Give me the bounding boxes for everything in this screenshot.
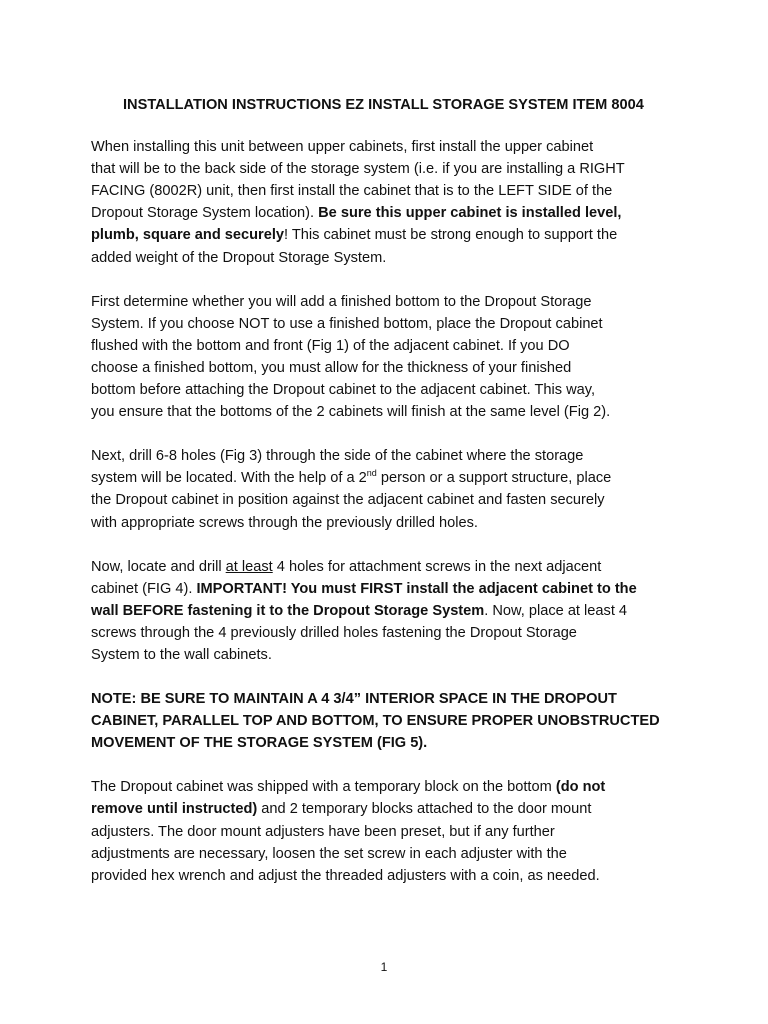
note-paragraph: [91, 688, 691, 754]
text-line: When installing this unit between upper cabinets, first install the upper cabinet: [91, 139, 594, 156]
text-line: added weight of the Dropout Storage System.: [91, 249, 387, 266]
bold-text: (do not: [555, 779, 606, 796]
paragraph-attachment-screws: [91, 556, 691, 666]
text-line: that will be to the back side of the storage system (i.e. if you are installing a RIGHT: [91, 161, 625, 178]
text-segment: 4 holes for attachment screws in the next adjacent: [272, 558, 602, 575]
text-line: [91, 556, 691, 578]
text-line: the Dropout cabinet in position against the adjacent cabinet and fasten securely: [91, 492, 605, 509]
text-line: [91, 776, 691, 798]
text-line: adjusters. The door mount adjusters have been preset, but if any further: [91, 823, 555, 840]
bold-text: remove until instructed): [91, 801, 258, 818]
text-line: [91, 600, 691, 622]
paragraph-cabinet-install: [91, 136, 691, 269]
text-segment: . Now, place at least 4: [484, 602, 628, 619]
bold-text: wall BEFORE fastening it to the Dropout Storage System: [91, 602, 485, 619]
bold-text: Be sure this upper cabinet is installed level,: [318, 205, 622, 222]
text-segment: The Dropout cabinet was shipped with a temporary block on the bottom: [91, 779, 556, 796]
text-line: screws through the 4 previously drilled holes fastening the Dropout Storage: [91, 624, 577, 641]
text-line: System. If you choose NOT to use a finished bottom, place the Dropout cabinet: [91, 315, 603, 332]
text-line: MOVEMENT OF THE STORAGE SYSTEM (FIG 5).: [91, 735, 428, 752]
superscript-text: nd: [366, 468, 377, 479]
text-line: System to the wall cabinets.: [91, 646, 272, 663]
page-number: 1: [380, 960, 388, 974]
document-body: [91, 94, 691, 909]
text-line: provided hex wrench and adjust the threaded adjusters with a coin, as needed.: [91, 867, 600, 884]
text-segment: person or a support structure, place: [376, 470, 612, 487]
bold-text: plumb, square and securely: [91, 227, 285, 244]
text-segment: ! This cabinet must be strong enough to support the: [284, 227, 618, 244]
text-line: [91, 202, 691, 224]
text-line: you ensure that the bottoms of the 2 cabinets will finish at the same level (Fig 2).: [91, 404, 611, 421]
bold-text: IMPORTANT! You must FIRST install the adjacent cabinet to the: [196, 580, 637, 597]
text-line: with appropriate screws through the previously drilled holes.: [91, 514, 478, 531]
text-line: [91, 578, 691, 600]
text-line: bottom before attaching the Dropout cabinet to the adjacent cabinet. This way,: [91, 382, 596, 399]
paragraph-finished-bottom: [91, 291, 691, 424]
document-title: INSTALLATION INSTRUCTIONS EZ INSTALL STORAGE SYSTEM ITEM 8004: [123, 97, 644, 113]
text-line: flushed with the bottom and front (Fig 1) of the adjacent cabinet. If you DO: [91, 337, 570, 354]
text-line: [91, 224, 691, 246]
text-segment: and 2 temporary blocks attached to the door mount: [257, 801, 592, 818]
paragraph-drill-holes: [91, 445, 691, 533]
text-line: Next, drill 6-8 holes (Fig 3) through the side of the cabinet where the storage: [91, 448, 584, 465]
text-segment: Dropout Storage System location).: [91, 205, 319, 222]
paragraph-temporary-blocks: [91, 776, 691, 886]
text-line: NOTE: BE SURE TO MAINTAIN A 4 3/4” INTERIOR SPACE IN THE DROPOUT: [91, 691, 617, 708]
text-line: adjustments are necessary, loosen the set screw in each adjuster with the: [91, 845, 567, 862]
text-segment: system will be located. With the help of a 2: [91, 470, 367, 487]
text-line: choose a finished bottom, you must allow for the thickness of your finished: [91, 359, 572, 376]
text-line: First determine whether you will add a finished bottom to the Dropout Storage: [91, 293, 592, 310]
text-line: [91, 467, 691, 489]
text-line: FACING (8002R) unit, then first install the cabinet that is to the LEFT SIDE of the: [91, 183, 613, 200]
text-line: CABINET, PARALLEL TOP AND BOTTOM, TO ENSURE PROPER UNOBSTRUCTED: [91, 713, 660, 730]
text-segment: cabinet (FIG 4).: [91, 580, 197, 597]
text-segment: Now, locate and drill: [91, 558, 226, 575]
underlined-text: at least: [225, 558, 273, 575]
text-line: [91, 798, 691, 820]
